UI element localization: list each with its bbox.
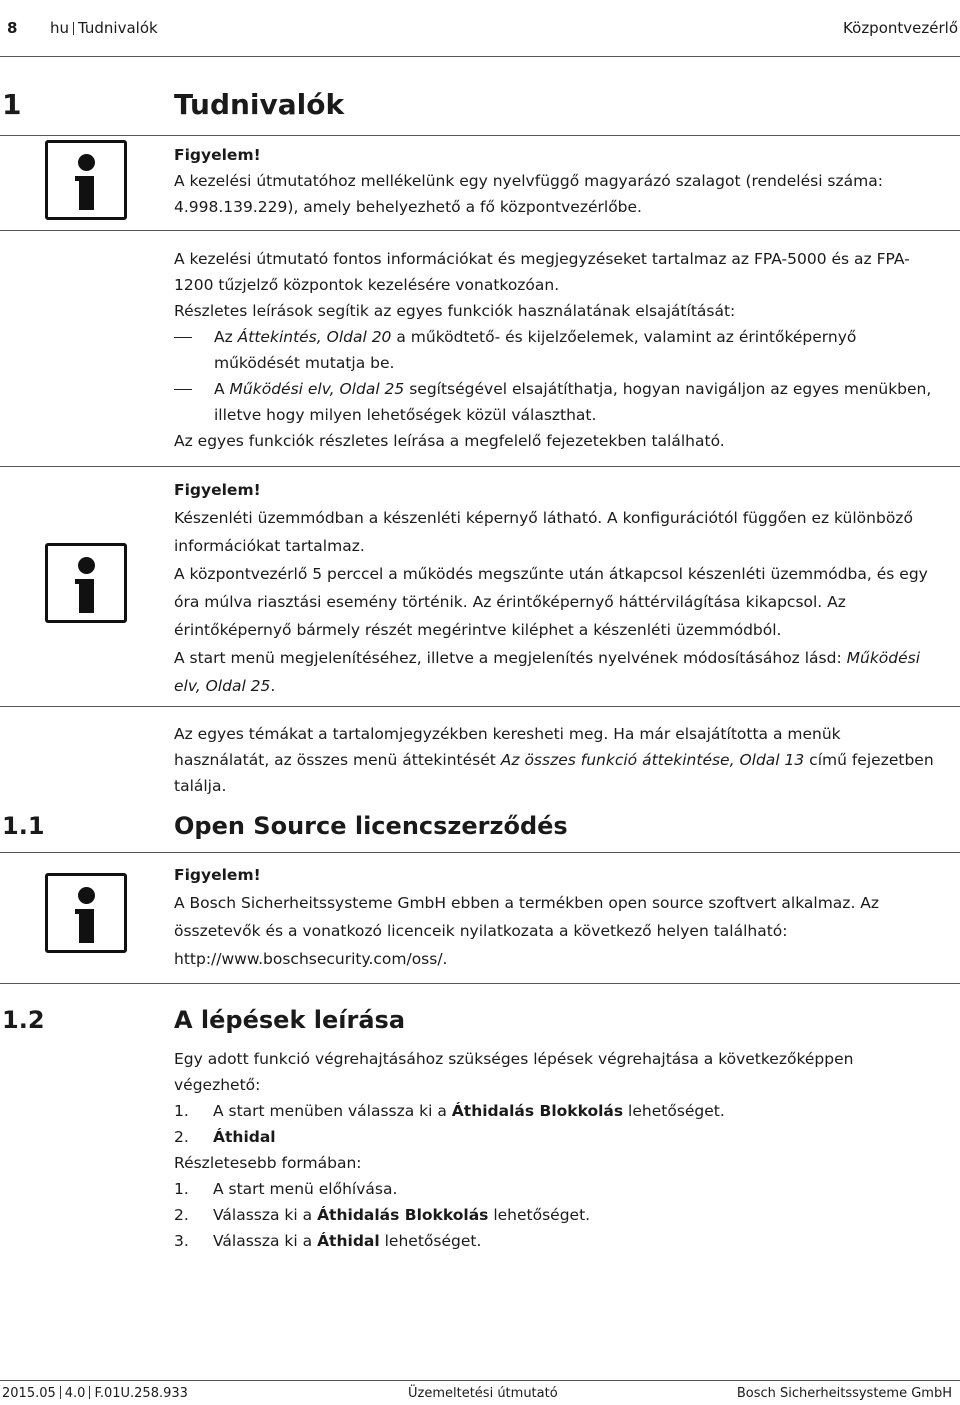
step-option: Áthidal: [317, 1232, 380, 1250]
note-2: [174, 476, 934, 700]
note-rule: [0, 983, 960, 984]
chapter-title: Tudnivalók: [174, 88, 345, 121]
footer-rule: [0, 1380, 960, 1381]
topics-block: [174, 721, 934, 799]
note-text: A Bosch Sicherheitssysteme GmbH ebben a termékben open source szoftvert alkalmaz. Az összetevők és a vonatkozó licenceik nyilatkozata a következő helyen található: http://www.boschsecurity.com/oss/.: [174, 894, 880, 968]
footer-date: 2015.05: [2, 1386, 56, 1401]
paragraph: A központvezérlő 5 perccel a működés megszűnte után átkapcsol készenléti üzemmódba, és egy óra múlva riasztási esemény történik. Az érintőképernyő háttérvilágítása kikapcsol. Az érintőképernyő bármely részét megérintve kiléphet a készenléti üzemmódból.: [174, 565, 928, 639]
header-lang: hu: [50, 19, 70, 37]
info-icon: [45, 873, 127, 953]
footer-company: Bosch Sicherheitssysteme GmbH: [736, 1386, 952, 1401]
info-icon: [45, 543, 127, 623]
paragraph: Részletesebb formában:: [174, 1154, 362, 1172]
paragraph: A start menü megjelenítéséhez, illetve a megjelenítés nyelvének módosításához lásd: Működési elv, Oldal 25.: [174, 649, 921, 695]
paragraph: Az egyes funkciók részletes leírása a megfelelő fejezetekben található.: [174, 432, 725, 450]
header-section: [50, 19, 158, 37]
detail-steps-list: [174, 1176, 934, 1254]
step-item: 1. A start menüben válassza ki a Áthidalás Blokkolás lehetőséget.: [174, 1098, 934, 1124]
section-number: 1.2: [2, 1006, 45, 1034]
step-number: 2.: [174, 1206, 189, 1224]
cross-reference: Az összes funkció áttekintése, Oldal 13: [500, 751, 805, 769]
bullet-item: A Működési elv, Oldal 25 segítségével elsajátíthatja, hogyan navigáljon az egyes menükben, illetve hogy milyen lehetőségek közül választhat.: [174, 376, 934, 428]
note-1: [174, 142, 934, 220]
footer-doc-info: [2, 1386, 188, 1401]
cross-reference: Működési elv, Oldal 25: [229, 380, 405, 398]
paragraph: Egy adott funkció végrehajtásához szükséges lépések végrehajtása a következőképpen végezhető:: [174, 1050, 854, 1094]
note-rule: [0, 852, 960, 853]
note-label: Figyelem!: [174, 866, 261, 884]
info-icon: [45, 140, 127, 220]
step-option: Áthidal: [213, 1128, 276, 1146]
step-number: 2.: [174, 1128, 189, 1146]
section-number: 1.1: [2, 812, 45, 840]
header-separator: [73, 22, 74, 35]
cross-reference: Áttekintés, Oldal 20: [237, 328, 392, 346]
header-product: Központvezérlő: [843, 19, 958, 37]
paragraph: Részletes leírások segítik az egyes funkciók használatának elsajátítását:: [174, 302, 736, 320]
note-label: Figyelem!: [174, 481, 261, 499]
note-text: A kezelési útmutatóhoz mellékelünk egy nyelvfüggő magyarázó szalagot (rendelési száma: 4.998.139.229), amely behelyezhető a fő központvezérlőbe.: [174, 172, 883, 216]
footer-version: 4.0: [64, 1386, 86, 1401]
note-3: [174, 861, 934, 973]
section-title: Open Source licencszerződés: [174, 812, 568, 840]
step-item: 2. Válassza ki a Áthidalás Blokkolás lehetőséget.: [174, 1202, 934, 1228]
steps-block: [174, 1046, 934, 1254]
note-rule: [0, 706, 960, 707]
bullet-item: Az Áttekintés, Oldal 20 a működtető- és kijelzőelemek, valamint az érintőképernyő működését mutatja be.: [174, 324, 934, 376]
paragraph: Az egyes témákat a tartalomjegyzékben keresheti meg. Ha már elsajátította a menük használatát, az összes menü áttekintését Az összes funkció áttekintése, Oldal 13 című fejezetben találja.: [174, 725, 934, 795]
step-item: [174, 1124, 934, 1150]
note-label: Figyelem!: [174, 146, 261, 164]
cross-reference: Működési elv, Oldal 25: [174, 649, 921, 695]
step-number: 3.: [174, 1232, 189, 1250]
step-option: Áthidalás Blokkolás: [317, 1206, 489, 1224]
note-rule: [0, 466, 960, 467]
note-rule: [0, 230, 960, 231]
step-option: Áthidalás Blokkolás: [451, 1102, 624, 1120]
section-title: A lépések leírása: [174, 1006, 406, 1034]
note-rule: [0, 135, 960, 136]
header-section-title: Tudnivalók: [78, 19, 158, 37]
footer-doc-type: Üzemeltetési útmutató: [408, 1386, 558, 1401]
paragraph: Készenléti üzemmódban a készenléti képernyő látható. A konfigurációtól függően ez különböző információkat tartalmaz.: [174, 509, 913, 555]
footer-doc-id: F.01U.258.933: [94, 1386, 188, 1401]
step-number: 1.: [174, 1102, 189, 1120]
step-item: 1. A start menü előhívása.: [174, 1176, 934, 1202]
paragraph: A kezelési útmutató fontos információkat és megjegyzéseket tartalmaz az FPA-5000 és az FPA-1200 tűzjelző központok kezelésére vonatkozóan.: [174, 250, 910, 294]
chapter-number: 1: [2, 88, 22, 121]
page-header: [0, 0, 960, 56]
intro-block: [174, 246, 934, 454]
header-rule: [0, 56, 960, 57]
step-item: 3. Válassza ki a Áthidal lehetőséget.: [174, 1228, 934, 1254]
step-number: 1.: [174, 1180, 189, 1198]
short-steps-list: [174, 1098, 934, 1150]
page-number: 8: [7, 19, 18, 37]
